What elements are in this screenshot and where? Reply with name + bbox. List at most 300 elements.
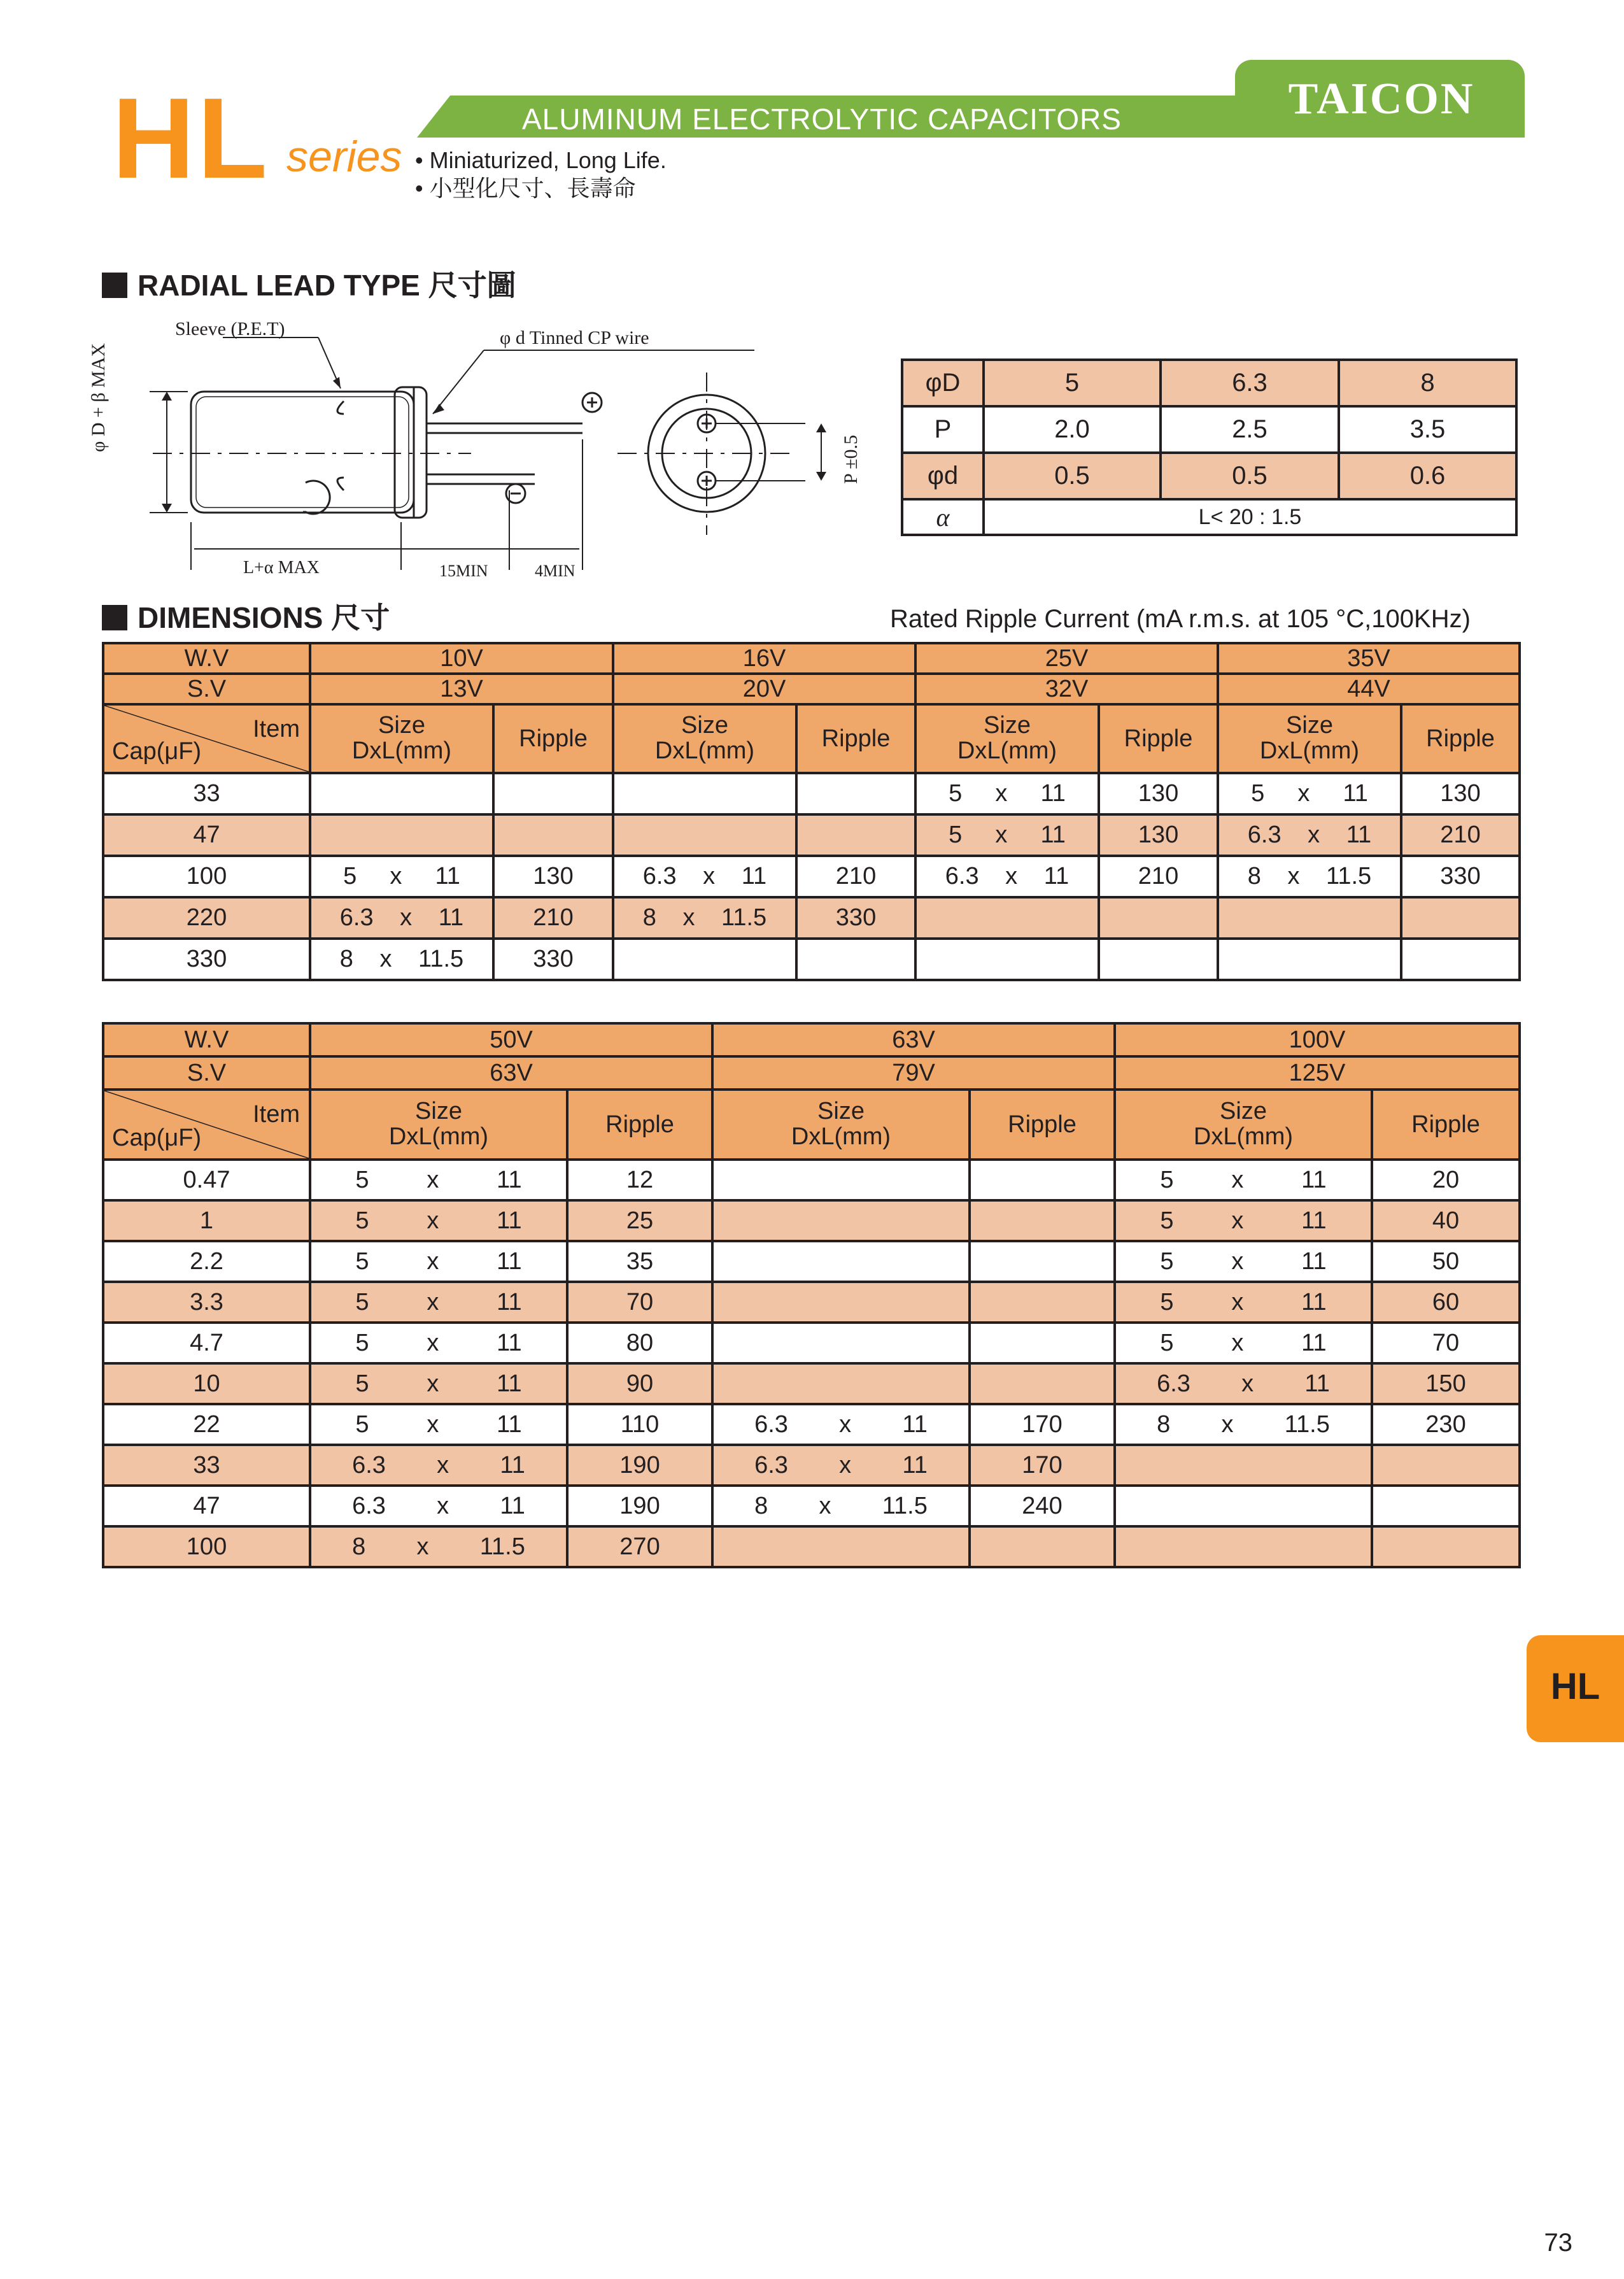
size-diameter: 5 [355,1207,369,1234]
size-cell [1218,814,1401,856]
size-length: 11.5 [882,1492,928,1519]
wv-value: 100V [1115,1023,1520,1056]
size-length: 11 [1040,821,1066,848]
size-times: x [427,1207,439,1234]
size-length: 11 [741,863,767,890]
lead-row-label: P [902,406,984,453]
size-cell [613,773,796,814]
ripple-cell: 80 [567,1323,712,1363]
sv-value: 32V [915,674,1218,704]
size-length: 11 [1040,780,1066,807]
ripple-cell: 12 [567,1160,712,1200]
sleeve-label: Sleeve (P.E.T) [175,318,285,339]
table-row [103,1160,1520,1200]
ripple-header: Ripple [796,704,915,773]
column-header-row [103,704,1520,773]
size-diameter: 5 [355,1166,369,1193]
ripple-cell: 210 [1401,814,1520,856]
ripple-cell [796,773,915,814]
ripple-cell: 90 [567,1363,712,1404]
size-length: 11 [435,863,460,890]
size-length: 11 [1301,1288,1327,1316]
lead-cell: 0.5 [1161,453,1339,499]
size-length: 11 [500,1451,525,1479]
alpha-value: L< 20 : 1.5 [984,499,1516,535]
sv-label: S.V [103,1056,310,1090]
ripple-cell: 210 [493,897,613,939]
ripple-cell [796,939,915,980]
size-header-line-2: DxL(mm) [791,1123,891,1150]
size-cell [310,814,493,856]
size-header-line-1: Size [415,1098,462,1125]
radial-heading [102,271,516,300]
size-cell [613,856,796,897]
size-cell [1218,773,1401,814]
cap-value: 47 [103,814,310,856]
size-cell [712,1323,970,1363]
size-length: 11 [1304,1370,1330,1397]
table-row [103,1363,1520,1404]
size-times: x [819,1492,831,1519]
size-cell [310,856,493,897]
square-bullet-icon [102,273,127,298]
cap-value: 33 [103,773,310,814]
ripple-cell: 150 [1372,1363,1520,1404]
size-length: 11 [1343,780,1368,807]
dimensions-heading [102,603,390,632]
size-diameter: 5 [1160,1288,1174,1316]
ripple-cell [970,1200,1115,1241]
ripple-cell [1401,939,1520,980]
ripple-cell [1372,1445,1520,1486]
radial-lead-diagram [115,312,917,592]
size-times: x [400,904,413,931]
cap-value: 1 [103,1200,310,1241]
size-times: x [1231,1207,1244,1234]
size-diameter: 5 [1160,1207,1174,1234]
radial-heading-text: RADIAL LEAD TYPE 尺寸圖 [138,269,516,302]
size-cell [712,1486,970,1526]
size-cell [915,814,1099,856]
size-cell [310,1526,567,1567]
ripple-cell [1099,939,1218,980]
ripple-cell: 130 [1099,814,1218,856]
ripple-cell: 130 [493,856,613,897]
size-diameter: 8 [754,1492,768,1519]
size-cell [712,1526,970,1567]
size-cell [310,1323,567,1363]
size-length: 11 [497,1247,522,1275]
lead-row-label: α [902,499,984,535]
sv-value: 13V [310,674,613,704]
lead-4min-label: 4MIN [535,562,575,580]
size-length: 11 [1301,1207,1327,1234]
ripple-cell: 240 [970,1486,1115,1526]
lead-row-dia [902,360,1516,406]
feature-zh: • 小型化尺寸、長壽命 [415,175,636,201]
size-cell [1218,939,1401,980]
table-row [103,856,1520,897]
size-length: 11 [1346,821,1372,848]
size-times: x [427,1410,439,1438]
ripple-cell [1099,897,1218,939]
ripple-cell [493,773,613,814]
size-length: 11.5 [1284,1410,1330,1438]
size-cell [310,1200,567,1241]
size-length: 11 [902,1410,928,1438]
size-diameter: 5 [1160,1247,1174,1275]
ripple-cell: 330 [796,897,915,939]
ripple-cell: 330 [1401,856,1520,897]
ripple-cell [970,1241,1115,1282]
size-header [1115,1090,1372,1160]
size-header [310,704,493,773]
size-times: x [682,904,695,931]
ripple-cell: 170 [970,1445,1115,1486]
cap-value: 2.2 [103,1241,310,1282]
size-header-line-1: Size [984,712,1031,739]
size-cell [310,897,493,939]
sv-value: 44V [1218,674,1520,704]
ripple-cell: 50 [1372,1241,1520,1282]
lead-row-label: φd [902,453,984,499]
wv-value: 63V [712,1023,1115,1056]
cap-value: 100 [103,1526,310,1567]
size-header-line-1: Size [1220,1098,1267,1125]
lead-cell: 8 [1339,360,1516,406]
sv-row [103,674,1520,704]
lead-spec-table [901,359,1518,536]
size-times: x [437,1492,449,1519]
cap-value: 33 [103,1445,310,1486]
size-times: x [1308,821,1320,848]
size-cell [712,1363,970,1404]
size-length: 11 [902,1451,928,1479]
size-diameter: 6.3 [642,863,677,890]
ripple-cell: 210 [796,856,915,897]
size-cell [1218,897,1401,939]
size-diameter: 8 [352,1533,366,1560]
sv-value: 20V [613,674,915,704]
size-diameter: 5 [355,1370,369,1397]
table-row [103,1200,1520,1241]
cap-value: 220 [103,897,310,939]
series-side-tab-label: HL [1550,1666,1600,1707]
table-row [103,773,1520,814]
sv-value: 125V [1115,1056,1520,1090]
series-word: series [286,132,402,181]
size-header-line-1: Size [681,712,728,739]
table-row [103,939,1520,980]
size-length: 11 [497,1370,522,1397]
size-diameter: 5 [355,1247,369,1275]
brand-logo: TAICON [1288,75,1475,124]
size-header [310,1090,567,1160]
ripple-cell [970,1160,1115,1200]
wv-label: W.V [103,643,310,674]
size-diameter: 5 [355,1288,369,1316]
size-length: 11 [497,1410,522,1438]
lead-cell: 0.6 [1339,453,1516,499]
table-row [103,1241,1520,1282]
ripple-header: Ripple [567,1090,712,1160]
ripple-cell: 230 [1372,1404,1520,1445]
cap-value: 100 [103,856,310,897]
item-cap-header [103,704,310,773]
size-cell [915,856,1099,897]
size-times: x [1297,780,1310,807]
cap-label: Cap(μF) [112,1125,202,1151]
ripple-cell [1372,1486,1520,1526]
size-times: x [1231,1166,1244,1193]
size-cell [915,773,1099,814]
size-header [712,1090,970,1160]
size-times: x [1241,1370,1254,1397]
cap-value: 4.7 [103,1323,310,1363]
lead-cell: 5 [984,360,1161,406]
size-times: x [427,1329,439,1356]
size-cell [712,1160,970,1200]
size-cell [613,897,796,939]
size-cell [915,939,1099,980]
size-cell [712,1404,970,1445]
ripple-cell: 110 [567,1404,712,1445]
ripple-cell [970,1526,1115,1567]
size-cell [1115,1323,1372,1363]
size-header-line-1: Size [378,712,425,739]
size-length: 11.5 [479,1533,525,1560]
size-times: x [437,1451,449,1479]
size-length: 11 [438,904,464,931]
size-length: 11 [1301,1247,1327,1275]
lead-row-label: φD [902,360,984,406]
size-diameter: 8 [642,904,656,931]
ripple-note: Rated Ripple Current (mA r.m.s. at 105 °C,100KHz) [890,605,1471,633]
size-cell [915,897,1099,939]
cap-value: 0.47 [103,1160,310,1200]
item-label: Item [253,1101,300,1128]
ripple-header: Ripple [1099,704,1218,773]
feature-en: • Miniaturized, Long Life. [415,147,667,173]
size-cell [712,1445,970,1486]
ripple-cell: 70 [1372,1323,1520,1363]
dimensions-heading-text: DIMENSIONS 尺寸 [138,601,390,634]
wv-value: 16V [613,643,915,674]
size-length: 11 [497,1288,522,1316]
table-row [103,1404,1520,1445]
size-cell [712,1241,970,1282]
size-length: 11.5 [721,904,767,931]
size-diameter: 5 [949,821,963,848]
size-diameter: 8 [1247,863,1261,890]
cap-label: Cap(μF) [112,738,202,765]
size-header [915,704,1099,773]
ripple-cell: 130 [1401,773,1520,814]
sv-value: 63V [310,1056,712,1090]
size-diameter: 6.3 [339,904,374,931]
ripple-cell [970,1323,1115,1363]
ripple-cell: 60 [1372,1282,1520,1323]
size-header-line-2: DxL(mm) [654,737,755,764]
lead-cell: 0.5 [984,453,1161,499]
size-cell [310,1241,567,1282]
lead-cell: 6.3 [1161,360,1339,406]
wv-value: 50V [310,1023,712,1056]
size-diameter: 8 [339,946,353,972]
ripple-cell: 35 [567,1241,712,1282]
table-row [103,897,1520,939]
size-length: 11 [497,1329,522,1356]
size-times: x [1221,1410,1234,1438]
table-row [103,1486,1520,1526]
size-cell [310,1486,567,1526]
table-row [103,1445,1520,1486]
size-diameter: 6.3 [1247,821,1282,848]
size-cell [1115,1445,1372,1486]
size-times: x [427,1166,439,1193]
size-header-line-2: DxL(mm) [1193,1123,1294,1150]
size-header-line-2: DxL(mm) [1259,737,1360,764]
size-diameter: 8 [1157,1410,1171,1438]
dimensions-table-1 [102,642,1521,981]
cap-value: 330 [103,939,310,980]
ripple-cell: 25 [567,1200,712,1241]
ripple-cell: 190 [567,1445,712,1486]
category-title: ALUMINUM ELECTROLYTIC CAPACITORS [522,103,1122,136]
size-times: x [427,1247,439,1275]
lead-cell: 3.5 [1339,406,1516,453]
size-times: x [1005,863,1018,890]
sv-row [103,1056,1520,1090]
size-header-line-1: Size [817,1098,865,1125]
lead-15min-label: 15MIN [439,562,488,580]
size-times: x [379,946,392,972]
size-times: x [1231,1288,1244,1316]
table-row [103,1282,1520,1323]
diameter-label: φ D + β MAX [88,343,109,452]
size-cell [712,1282,970,1323]
lead-cell: 2.5 [1161,406,1339,453]
size-header-line-1: Size [1286,712,1333,739]
lead-row-pitch [902,406,1516,453]
size-times: x [1231,1329,1244,1356]
ripple-cell [796,814,915,856]
size-times: x [390,863,402,890]
size-diameter: 5 [1160,1329,1174,1356]
size-cell [1115,1486,1372,1526]
ripple-cell: 170 [970,1404,1115,1445]
size-times: x [995,821,1008,848]
size-diameter: 5 [1160,1166,1174,1193]
size-diameter: 5 [343,863,357,890]
size-times: x [427,1288,439,1316]
ripple-cell [970,1363,1115,1404]
size-length: 11 [497,1166,522,1193]
size-cell [1115,1160,1372,1200]
size-cell [613,939,796,980]
size-diameter: 5 [355,1329,369,1356]
ripple-header: Ripple [970,1090,1115,1160]
size-length: 11.5 [1326,863,1372,890]
size-times: x [703,863,716,890]
ripple-cell [1401,897,1520,939]
size-times: x [1231,1247,1244,1275]
ripple-cell [1372,1526,1520,1567]
size-cell [1115,1363,1372,1404]
series-code: HL [112,75,270,202]
size-times: x [995,780,1008,807]
size-cell [613,814,796,856]
ripple-cell: 20 [1372,1160,1520,1200]
table-row [103,814,1520,856]
sv-label: S.V [103,674,310,704]
ripple-cell: 40 [1372,1200,1520,1241]
ripple-cell [493,814,613,856]
size-cell [310,939,493,980]
size-header-line-2: DxL(mm) [388,1123,489,1150]
ripple-cell: 330 [493,939,613,980]
size-header [613,704,796,773]
page-number: 73 [1544,2229,1572,2257]
size-diameter: 5 [1251,780,1265,807]
size-length: 11 [1301,1329,1327,1356]
size-diameter: 6.3 [352,1492,386,1519]
size-length: 11 [497,1207,522,1234]
wv-value: 10V [310,643,613,674]
lead-row-alpha [902,499,1516,535]
size-cell [1115,1282,1372,1323]
wire-label: φ d Tinned CP wire [500,327,649,348]
size-cell [1115,1241,1372,1282]
size-times: x [839,1410,852,1438]
wv-value: 35V [1218,643,1520,674]
ripple-cell: 130 [1099,773,1218,814]
square-bullet-icon [102,605,127,630]
cap-value: 10 [103,1363,310,1404]
size-length: 11 [500,1492,525,1519]
cap-value: 3.3 [103,1282,310,1323]
ripple-header: Ripple [1372,1090,1520,1160]
lead-row-wire [902,453,1516,499]
size-cell [310,773,493,814]
size-diameter: 5 [355,1410,369,1438]
ripple-cell: 70 [567,1282,712,1323]
size-cell [712,1200,970,1241]
size-length: 11.5 [418,946,464,972]
table-row [103,1323,1520,1363]
size-cell [1218,856,1401,897]
size-cell [310,1363,567,1404]
size-cell [1115,1526,1372,1567]
length-label: L+α MAX [243,558,320,578]
ripple-cell: 190 [567,1486,712,1526]
size-diameter: 6.3 [352,1451,386,1479]
column-header-row [103,1090,1520,1160]
size-cell [1115,1404,1372,1445]
size-diameter: 5 [949,780,963,807]
cap-value: 47 [103,1486,310,1526]
size-cell [310,1282,567,1323]
ripple-cell: 210 [1099,856,1218,897]
wv-value: 25V [915,643,1218,674]
lead-cell: 2.0 [984,406,1161,453]
ripple-cell [970,1282,1115,1323]
size-diameter: 6.3 [1157,1370,1190,1397]
cap-value: 22 [103,1404,310,1445]
table-row [103,1526,1520,1567]
size-diameter: 6.3 [754,1451,788,1479]
size-length: 11 [1301,1166,1327,1193]
